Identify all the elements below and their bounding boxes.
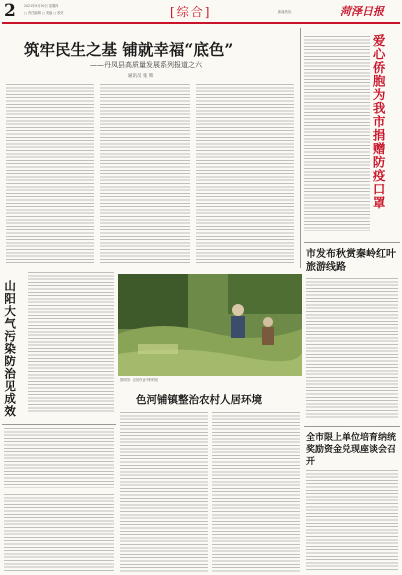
lead-byline: 通讯员 张 辉 — [128, 74, 154, 79]
photo-caption: 资料图：农田作业中的村民 — [120, 378, 159, 382]
page-number: 2 — [4, 1, 16, 21]
right-mid-rule — [304, 242, 400, 243]
lead-body-col-2 — [100, 84, 190, 264]
header — [0, 0, 402, 24]
left-bottom-body-2 — [4, 494, 114, 572]
right-bottom-title: 全市限上单位培育纳统奖励资金兑现座谈会召开 — [306, 433, 397, 467]
left-bottom-article — [2, 424, 116, 574]
left-bottom-rule — [2, 424, 116, 425]
bottom-center-title: 色河铺镇整治农村人居环境 — [136, 394, 262, 406]
lead-article — [2, 26, 298, 266]
side-top-title: 爱心侨胞为我市捐赠防疫口罩 — [371, 34, 387, 210]
photo-image-icon — [118, 274, 302, 376]
lead-body-col-3 — [196, 84, 294, 264]
lead-body-col-1 — [6, 84, 94, 264]
header-rule — [2, 22, 400, 24]
bottom-center-body-1 — [120, 412, 208, 572]
right-bottom-rule — [304, 426, 400, 427]
hotline: 新闻热线： — [278, 10, 294, 14]
side-top-body — [304, 36, 370, 231]
left-mid-article — [2, 270, 116, 420]
left-mid-body — [28, 272, 114, 414]
side-top-article — [302, 28, 400, 238]
left-mid-title: 山阳大气污染防治见成效 — [3, 280, 18, 418]
right-mid-body — [306, 278, 398, 418]
column-divider — [300, 28, 301, 268]
lead-title: 筑牢民生之基 铺就幸福“底色” — [24, 40, 234, 59]
right-mid-title: 市发布秋赏秦岭红叶旅游线路 — [306, 249, 396, 273]
masthead-logo: 菏泽日报 — [340, 5, 384, 18]
editor-line: □ 责任编辑 □ 美编 □ 校对 — [24, 11, 64, 15]
lead-subtitle: ——丹凤县高质量发展系列报道之六 — [90, 61, 202, 69]
right-bottom-article — [304, 426, 400, 574]
right-bottom-body — [306, 470, 398, 570]
section-label: [综合] — [170, 5, 212, 19]
photo — [118, 274, 302, 376]
right-mid-article — [304, 242, 400, 422]
bottom-center-article — [118, 388, 302, 574]
left-bottom-body-1 — [4, 428, 114, 488]
date-line: 2021年9月30日 星期四 — [24, 4, 59, 8]
bottom-center-body-2 — [212, 412, 300, 572]
